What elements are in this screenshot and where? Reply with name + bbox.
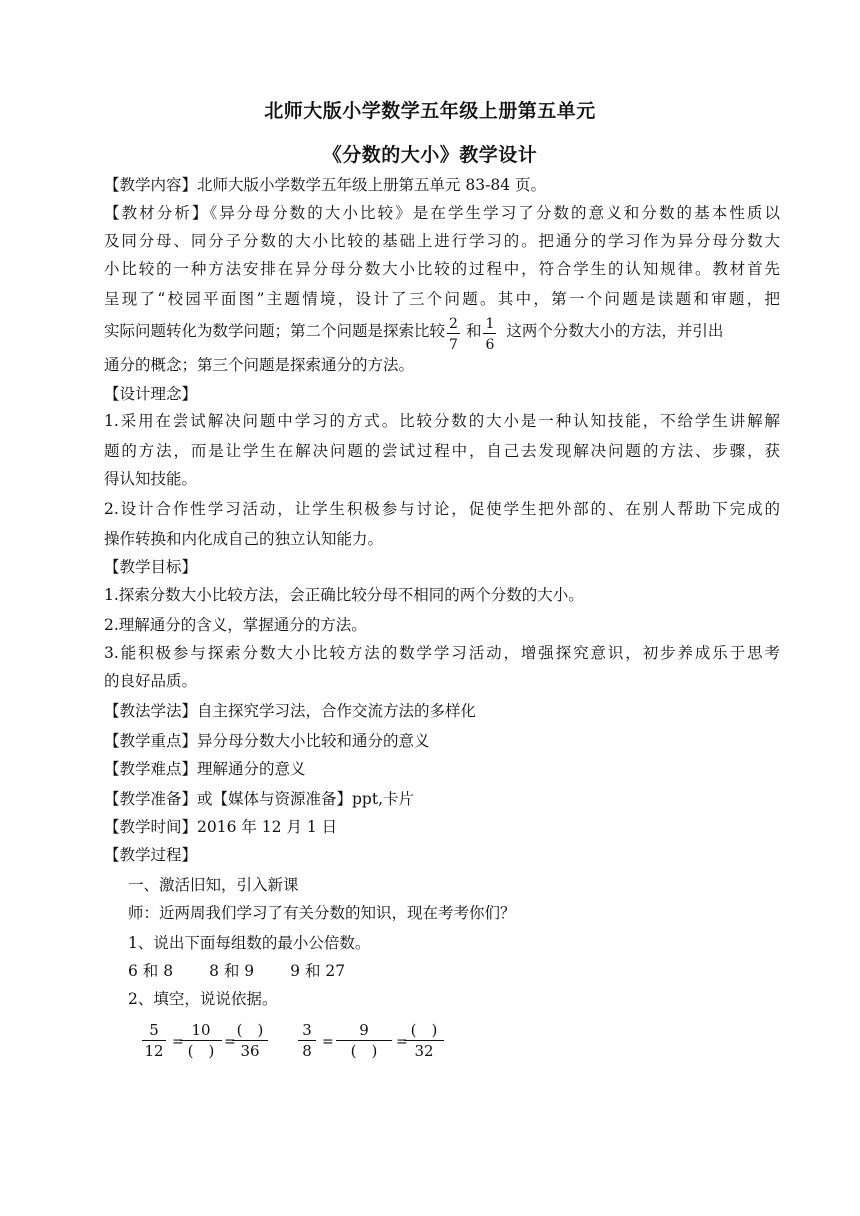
- analysis-line-with-fractions: [104, 307, 780, 355]
- concept-line: 题的方法，而是让学生在解决问题的尝试过程中，自己去发现解决问题的方法、步骤，获: [104, 442, 780, 460]
- fraction-blank-32: [404, 1020, 444, 1061]
- fraction-denominator: 6: [483, 333, 496, 352]
- fraction-numerator: ( ): [236, 1021, 264, 1039]
- lcm-group: 6 和 8: [128, 962, 174, 980]
- time-line: 【教学时间】2016 年 12 月 1 日: [104, 818, 338, 836]
- question-line: 2、填空，说说依据。: [128, 990, 278, 1008]
- fraction-denominator: 12: [144, 1042, 164, 1060]
- section-heading: 【教学过程】: [104, 846, 198, 864]
- analysis-line: 【教材分析】《异分母分数的大小比较》是在学生学习了分数的意义和分数的基本性质以: [104, 204, 780, 222]
- fraction-denominator: 7: [447, 333, 460, 352]
- process-step: 一、激活旧知，引入新课: [128, 876, 299, 894]
- document-title: 北师大版小学数学五年级上册第五单元: [264, 100, 596, 122]
- fraction-one-sixth: [483, 317, 496, 352]
- concept-line: 得认知技能。: [104, 470, 198, 488]
- goal-line: 2.理解通分的含义，掌握通分的方法。: [104, 616, 367, 634]
- goal-line: 3.能积极参与探索分数大小比较方法的数学学习活动，增强探究意识，初步养成乐于思考: [104, 644, 780, 662]
- fraction-numerator: 10: [191, 1021, 211, 1039]
- lcm-group: 8 和 9: [209, 962, 255, 980]
- fraction-blank-36: [232, 1020, 268, 1061]
- analysis-line: 及同分母、同分子分数的大小比较的基础上进行学习的。把通分的学习作为异分母分数大: [104, 232, 780, 250]
- section-heading: 【设计理念】: [104, 385, 198, 403]
- fraction-denominator: 32: [414, 1042, 434, 1060]
- teaching-content: 【教学内容】北师大版小学数学五年级上册第五单元 83-84 页。: [104, 176, 547, 194]
- question-line: 1、说出下面每组数的最小公倍数。: [128, 934, 371, 952]
- fraction-numerator: 1: [485, 315, 495, 332]
- fraction-5-12: [142, 1020, 166, 1061]
- fraction-denominator: 8: [302, 1042, 312, 1060]
- concept-line: 1.采用在尝试解决问题中学习的方式。比较分数的大小是一种认知技能，不给学生讲解解: [104, 412, 780, 430]
- concept-line: 2.设计合作性学习活动，让学生积极参与讨论，促使学生把外部的、在别人帮助下完成的: [104, 500, 780, 518]
- document-subtitle: 《分数的大小》教学设计: [322, 144, 538, 166]
- fraction-two-sevenths: [447, 317, 460, 352]
- analysis-text: 实际问题转化为数学问题；第二个问题是探索比较: [104, 322, 446, 340]
- fraction-9-blank: [336, 1020, 392, 1061]
- goal-line: 的良好品质。: [104, 672, 198, 690]
- teacher-line: 师：近两周我们学习了有关分数的知识，现在考考你们？: [128, 904, 516, 922]
- keypoint-line: 【教学重点】异分母分数大小比较和通分的意义: [104, 732, 430, 750]
- fraction-denominator: 36: [240, 1042, 260, 1060]
- equals-sign: =: [224, 1034, 236, 1050]
- fraction-3-8: [298, 1020, 316, 1061]
- fraction-numerator: 2: [449, 315, 458, 332]
- fraction-numerator: 5: [149, 1021, 159, 1039]
- fraction-10-blank: [180, 1020, 222, 1061]
- concept-line: 操作转换和内化成自己的独立认知能力。: [104, 530, 384, 548]
- analysis-line: 小比较的一种方法安排在异分母分数大小比较的过程中，符合学生的认知规律。教材首先: [104, 260, 780, 278]
- preparation-line: 【教学准备】或【媒体与资源准备】ppt,卡片: [104, 790, 415, 808]
- fraction-denominator: ( ): [187, 1042, 215, 1060]
- fraction-numerator: 3: [302, 1021, 312, 1039]
- equals-sign: =: [322, 1034, 334, 1050]
- fraction-numerator: 9: [359, 1021, 369, 1039]
- lcm-group: 9 和 27: [290, 962, 346, 980]
- difficulty-line: 【教学难点】理解通分的意义: [104, 760, 306, 778]
- fraction-numerator: ( ): [410, 1021, 438, 1039]
- equals-sign: =: [396, 1034, 408, 1050]
- analysis-line: 通分的概念；第三个问题是探索通分的方法。: [104, 356, 415, 374]
- section-heading: 【教学目标】: [104, 558, 198, 576]
- analysis-line: 呈现了“校园平面图”主题情境，设计了三个问题。其中，第一个问题是读题和审题，把: [104, 290, 780, 308]
- analysis-text: 这两个分数大小的方法，并引出: [506, 322, 724, 340]
- goal-line: 1.探索分数大小比较方法，会正确比较分母不相同的两个分数的大小。: [104, 586, 584, 604]
- equals-sign: =: [172, 1034, 184, 1050]
- fraction-denominator: ( ): [350, 1042, 378, 1060]
- method-line: 【教法学法】自主探究学习法，合作交流方法的多样化: [104, 702, 477, 720]
- lcm-groups: [128, 960, 345, 982]
- analysis-text: 和: [465, 322, 482, 340]
